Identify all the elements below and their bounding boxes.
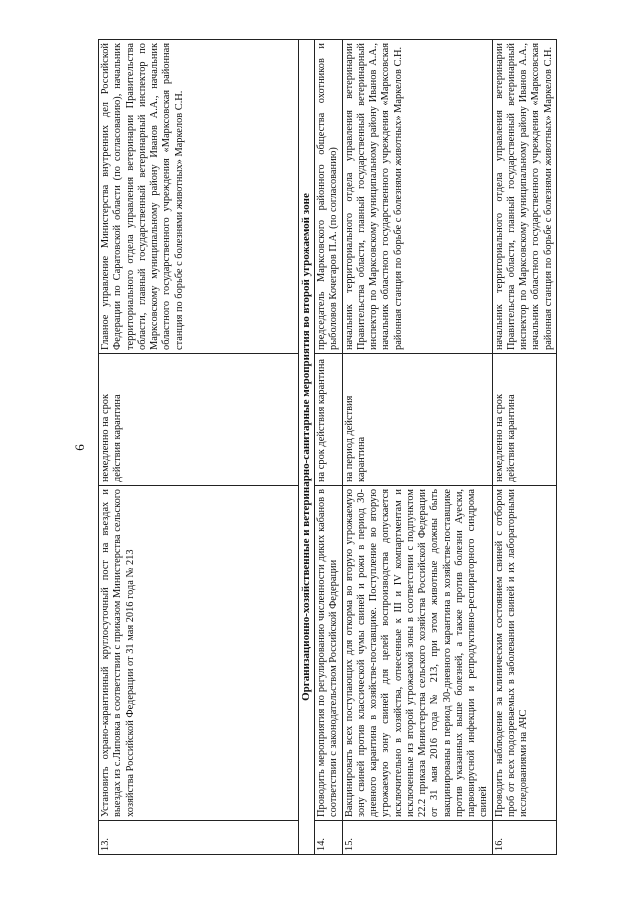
term-text: немедленно на срок действия карантина (492, 354, 556, 486)
responsible-text: Главное управление Министерства внутренних дел Российской Федерации по Саратовской области (по согласованию), начальник территориального отдела управления ветеринарии Правительства области, главный государственный ветеринарный инспектор по Марксовскому муниципальному району Иванов А.А., начальник областного государственного учреждения «Марксовская районная станция по борьбе с болезнями животных» Маркелов С.Н. (99, 40, 299, 354)
page-number: 6 (72, 444, 87, 451)
measure-text: Проводить наблюдение за клиническим состоянием свиней с отбором проб от всех подозреваемых в заболевании свиней и их лабораторными исследованиями на АЧС (492, 486, 556, 821)
measure-text: Вакцинировать всех поступающих для откорма во вторую угрожаемую зону свиней против классической чумы свиней и рожи в период 30-дневного карантина в хозяйстве-поставщике. Поступление во вторую угрожаемую зону свиней для целей воспроизводства допускается исключительно в хозяйства, отнесенные к III и IV компартментам и исключенные из второй угрожаемой зоны в соответствии с подпунктом 22.2 приказа Министерства сельского хозяйства Российской Федерации от 31 мая 2016 года № 213, при этом животные должны быть вакцинированы в период 30-дневного карантина в хозяйстве-поставщике против указанных выше болезней, а также против болезни Ауески, парвовирусной инфекции и репродуктивно-респираторного синдрома свиней (342, 486, 492, 821)
measure-text: Установить охрано-карантинный круглосуточный пост на въездах и выездах из с.Липовка в соответствии с приказом Министерства сельского хозяйства Российской Федерации от 31 мая 2016 года № 213 (99, 486, 299, 821)
responsible-text: председатель Марксовского районного общества охотников и рыболовов Кочегаров П.А. (по согласованию) (314, 40, 342, 354)
responsible-text: начальник территориального отдела управления ветеринарии Правительства области, главный государственный ветеринарный инспектор по Марксовскому муниципальному району Иванов А.А., начальник областного государственного учреждения «Марксовская районная станция по борьбе с болезнями животных» Маркелов С.Н. (342, 40, 492, 354)
row-number: 15. (342, 821, 492, 855)
term-text: на период действия карантина (342, 354, 492, 486)
section-header-row (299, 40, 315, 855)
table-row (492, 40, 556, 855)
table-row (314, 40, 342, 855)
table-row (342, 40, 492, 855)
term-text: немедленно на срок действия карантина (99, 354, 299, 486)
term-text: на срок действия карантина (314, 354, 342, 486)
table-row (99, 40, 299, 855)
responsible-text: начальник территориального отдела управления ветеринарии Правительства области, главный государственный ветеринарный инспектор по Марксовскому муниципальному району Иванов А.А., начальник областного государственного учреждения «Марксовская районная станция по борьбе с болезнями животных» Маркелов С.Н. (492, 40, 556, 354)
measures-table (98, 39, 557, 855)
section-title: Организационно-хозяйственные и ветеринарно-санитарные мероприятия во второй угрожаемой зоне (299, 40, 315, 855)
measure-text: Проводить мероприятия по регулированию численности диких кабанов в соответствии с законодательством Российской Федерации (314, 486, 342, 821)
rotated-content (70, 40, 610, 855)
row-number: 13. (99, 821, 299, 855)
row-number: 16. (492, 821, 556, 855)
row-number: 14. (314, 821, 342, 855)
